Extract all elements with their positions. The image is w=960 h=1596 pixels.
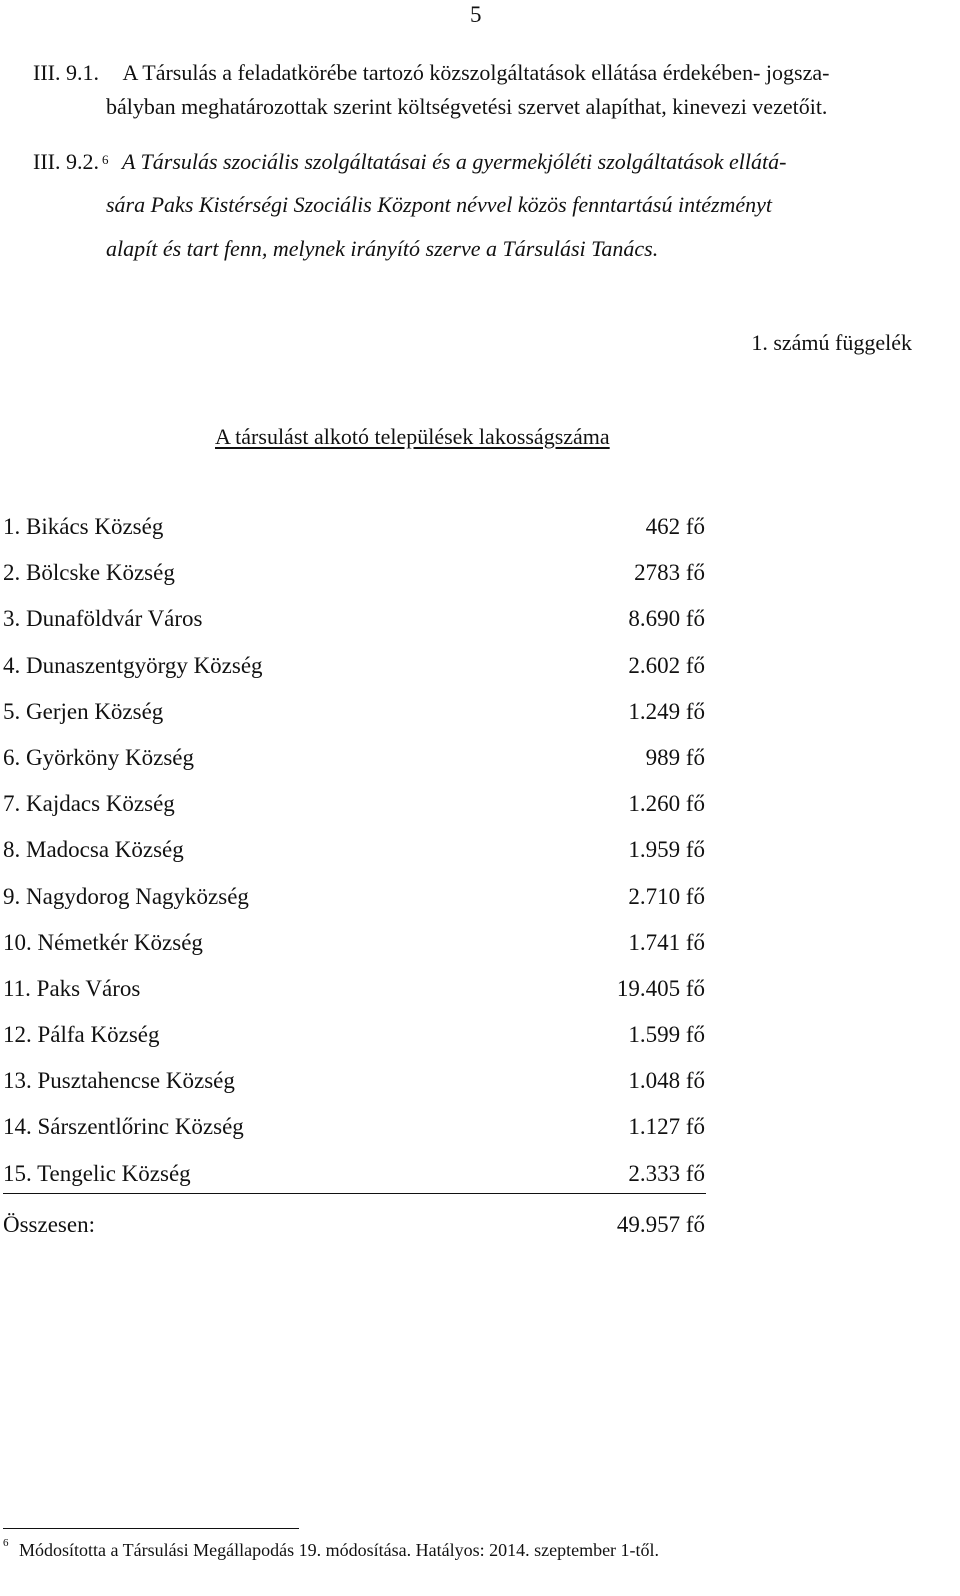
- settlement-population: 989 fő: [645, 744, 705, 770]
- paragraph-9-1-number: III. 9.1.: [33, 60, 99, 85]
- settlement-name: 9. Nagydorog Nagyközség: [3, 883, 249, 909]
- settlement-name: 6. Györköny Község: [3, 744, 194, 770]
- appendix-label: 1. számú függelék: [751, 330, 912, 355]
- settlement-row: [0, 606, 960, 652]
- settlement-population: 1.048 fő: [628, 1068, 705, 1094]
- settlement-population: 1.599 fő: [628, 1022, 705, 1048]
- total-row: [0, 1212, 960, 1252]
- settlement-row: [0, 884, 960, 930]
- settlement-name: 7. Kajdacs Község: [3, 791, 175, 817]
- settlement-row: [0, 1022, 960, 1068]
- settlement-name: 10. Németkér Község: [3, 929, 203, 955]
- settlement-population: 8.690 fő: [628, 606, 705, 632]
- settlement-name: 4. Dunaszentgyörgy Község: [3, 652, 263, 678]
- paragraph-9-1-text-1: A Társulás a feladatkörébe tartozó közszolgáltatások ellátása érdekében- jogsza-: [122, 60, 830, 85]
- settlement-name: 1. Bikács Község: [3, 514, 164, 539]
- settlement-name: 13. Pusztahencse Község: [3, 1068, 235, 1094]
- page-number: 5: [470, 2, 482, 27]
- settlement-row: [0, 1114, 960, 1160]
- total-label: Összesen:: [3, 1212, 95, 1237]
- paragraph-9-1-text-2: bályban meghatározottak szerint költségvetési szervet alapíthat, kinevezi vezetőit.: [106, 94, 828, 119]
- paragraph-9-1-line-1: [33, 56, 829, 89]
- settlement-row: [0, 745, 960, 791]
- settlement-population: 462 fő: [645, 514, 705, 539]
- footnote-mark: 6: [3, 1537, 9, 1549]
- settlement-name: 15. Tengelic Község: [3, 1160, 191, 1186]
- paragraph-9-2-text-3: alapít és tart fenn, melynek irányító szerve a Társulási Tanács.: [106, 236, 659, 261]
- settlement-population: 2.602 fő: [628, 652, 705, 678]
- settlement-name: 2. Bölcske Község: [3, 560, 175, 586]
- settlement-name: 3. Dunaföldvár Város: [3, 606, 203, 632]
- settlement-row: [0, 514, 960, 560]
- settlement-name: 12. Pálfa Község: [3, 1022, 160, 1048]
- settlement-row: [0, 930, 960, 976]
- settlement-population: 1.741 fő: [628, 929, 705, 955]
- settlement-population: 2.710 fő: [628, 883, 705, 909]
- paragraph-9-2-text-2: sára Paks Kistérségi Szociális Központ névvel közös fenntartású intézményt: [106, 192, 773, 217]
- settlement-row: [0, 560, 960, 606]
- settlement-row: [0, 653, 960, 699]
- settlement-name: 14. Sárszentlőrinc Község: [3, 1114, 244, 1140]
- section-title: A társulást alkotó települések lakosságszáma: [215, 424, 610, 449]
- settlement-name: 5. Gerjen Község: [3, 698, 164, 724]
- settlement-name: 11. Paks Város: [3, 975, 141, 1001]
- footnote-text: Módosította a Társulási Megállapodás 19. módosítása. Hatályos: 2014. szeptember 1-től.: [19, 1540, 660, 1560]
- paragraph-9-2-text-1: A Társulás szociális szolgáltatásai és a gyermekjóléti szolgáltatások ellátá-: [121, 149, 787, 174]
- settlement-population: 1.127 fő: [628, 1114, 705, 1140]
- footnote-reference[interactable]: 6: [101, 152, 109, 167]
- settlement-population: 2.333 fő: [628, 1160, 705, 1186]
- settlement-row: [0, 837, 960, 883]
- settlement-population: 1.260 fő: [628, 791, 705, 817]
- settlement-row-last: [0, 1161, 960, 1207]
- settlement-population: 19.405 fő: [616, 975, 705, 1001]
- settlement-row: [0, 976, 960, 1022]
- footnote-divider: [3, 1528, 299, 1529]
- sum-rule: [3, 1193, 706, 1194]
- settlement-row: [0, 699, 960, 745]
- total-value: 49.957 fő: [616, 1212, 705, 1237]
- settlement-population: 2783 fő: [634, 560, 705, 586]
- settlement-row: [0, 1068, 960, 1114]
- footnote: [3, 1537, 660, 1561]
- settlement-population: 1.249 fő: [628, 698, 705, 724]
- settlement-name: 8. Madocsa Község: [3, 837, 184, 863]
- settlement-row: [0, 791, 960, 837]
- settlement-population: 1.959 fő: [628, 837, 705, 863]
- paragraph-9-2-line-1: [33, 145, 786, 178]
- paragraph-9-2-number: III. 9.2.: [33, 149, 99, 174]
- settlement-population-list: [0, 514, 960, 1207]
